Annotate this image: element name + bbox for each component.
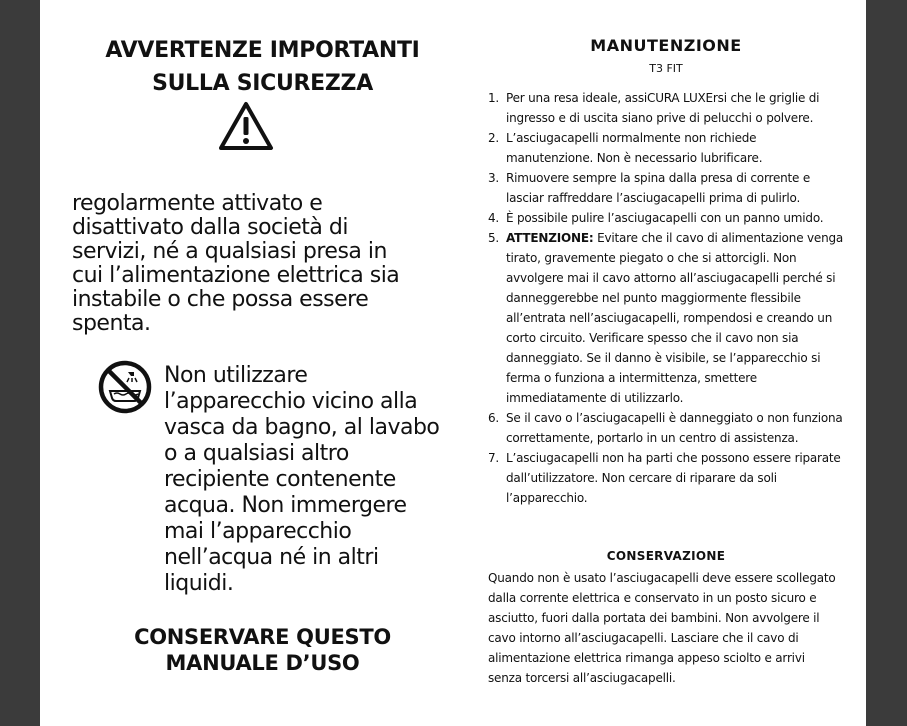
warning-triangle-icon <box>218 100 274 152</box>
maintenance-title: MANUTENZIONE <box>590 36 742 55</box>
list-item-text: L’asciugacapelli non ha parti che possono essere riparate dall’utilizzatore. Non cercare di riparare da soli l’apparecchio. <box>506 451 841 505</box>
list-item-number: 1. <box>488 91 500 105</box>
power-supply-paragraph: regolarmente attivato e disattivato dalla società di servizi, né a qualsiasi presa in cui l’alimentazione elettrica sia instabile o che possa essere spenta. <box>72 191 400 336</box>
list-item-text: Evitare che il cavo di alimentazione venga tirato, gravemente piegato o che si attorcigli. Non avvolgere mai il cavo attorno all’asciugacapelli perché si danneggerebbe nel punto maggiormente flessibile all’entrata nell’asciugacapelli, rompendosi e creando un corto circuito. Verificare spesso che il cavo non sia danneggiato. Se il danno è visibile, se l’apparecchio si ferma o funziona a intermittenza, smettere immediatamente di utilizzarlo. <box>506 231 844 405</box>
list-item-number: 3. <box>488 171 500 185</box>
storage-paragraph: Quando non è usato l’asciugacapelli deve essere scollegato dalla corrente elettrica e conservato in un posto sicuro e asciutto, fuori dalla portata dei bambini. Non avvolgere il cavo intorno all’asciugacapelli. Lasciare che il cavo di alimentazione elettrica rimanga appeso sciolto e arrivi senza torcersi all’asciugacapelli. <box>488 571 836 685</box>
list-item <box>488 208 844 228</box>
list-item <box>488 448 844 508</box>
list-item-number: 4. <box>488 211 500 225</box>
list-item-text: L’asciugacapelli normalmente non richiede manutenzione. Non è necessario lubrificare. <box>506 131 763 165</box>
safety-title-line2: SULLA SICUREZZA <box>152 71 373 96</box>
bath-warning-paragraph: Non utilizzare l’apparecchio vicino alla vasca da bagno, al lavabo o a qualsiasi altro recipiente contenente acqua. Non immergere mai l’apparecchio nell’acqua né in altri liquidi. <box>164 363 440 596</box>
no-bathtub-icon <box>98 360 152 414</box>
model-name: T3 FIT <box>649 62 683 75</box>
keep-manual-title <box>60 624 465 676</box>
keep-manual-line1: CONSERVARE QUESTO <box>134 625 391 649</box>
safety-title-line1: AVVERTENZE IMPORTANTI <box>105 38 420 63</box>
storage-title: CONSERVAZIONE <box>606 549 726 563</box>
manual-page <box>40 0 866 726</box>
safety-title <box>60 34 465 100</box>
right-column <box>486 0 846 726</box>
keep-manual-line2: MANUALE D’USO <box>165 651 360 675</box>
list-item <box>488 228 844 408</box>
list-item <box>488 408 844 448</box>
list-item-bold: ATTENZIONE: <box>506 231 594 245</box>
maintenance-list <box>488 88 844 508</box>
list-item-number: 7. <box>488 451 500 465</box>
list-item <box>488 88 844 128</box>
list-item <box>488 128 844 168</box>
list-item-text: È possibile pulire l’asciugacapelli con un panno umido. <box>506 211 824 225</box>
list-item <box>488 168 844 208</box>
list-item-text: Se il cavo o l’asciugacapelli è danneggiato o non funziona correttamente, portarlo in un centro di assistenza. <box>506 411 843 445</box>
list-item-number: 2. <box>488 131 500 145</box>
left-column <box>60 0 465 726</box>
list-item-text: Per una resa ideale, assiCURA LUXErsi che le griglie di ingresso e di uscita siano prive di pelucchi o polvere. <box>506 91 820 125</box>
list-item-number: 6. <box>488 411 500 425</box>
list-item-number: 5. <box>488 231 500 245</box>
list-item-text: Rimuovere sempre la spina dalla presa di corrente e lasciar raffreddare l’asciugacapelli prima di pulirlo. <box>506 171 811 205</box>
